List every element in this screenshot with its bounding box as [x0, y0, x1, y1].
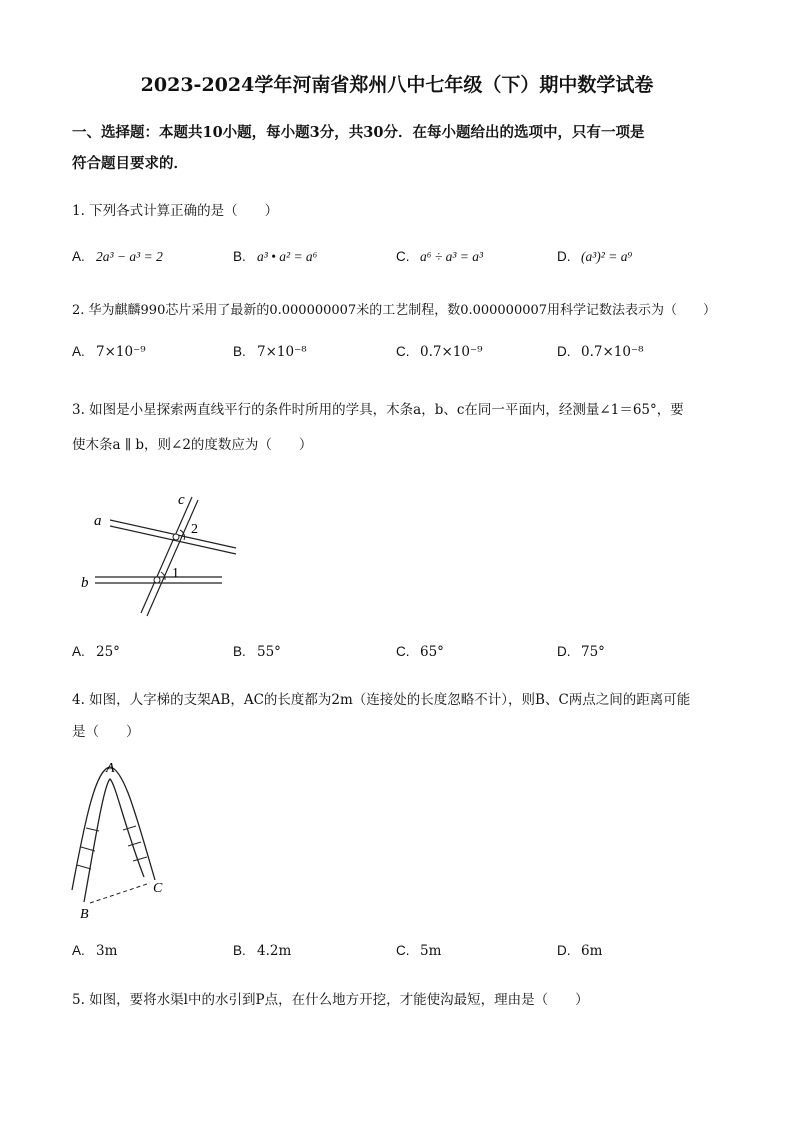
q4-option-b	[233, 943, 291, 959]
option-text: 0.7×10⁻⁹	[420, 344, 483, 360]
page-title: 2023-2024学年河南省郑州八中七年级（下）期中数学试卷	[140, 74, 654, 96]
joint-bottom	[154, 577, 160, 583]
q2-option-d	[557, 344, 644, 360]
q1-option-c	[396, 249, 483, 265]
option-text: 25°	[96, 644, 120, 660]
option-text: a³ • a² = a⁶	[257, 249, 318, 264]
question-3-line1: 3. 如图是小星探索两直线平行的条件时所用的学具，木条a，b、c在同一平面内，经测量∠1＝65°，要	[72, 402, 684, 418]
ladder-inner	[84, 779, 144, 902]
option-label: D.	[557, 344, 571, 359]
q4-option-a	[72, 943, 117, 959]
option-text: 4.2m	[257, 943, 292, 959]
label-B: B	[80, 907, 89, 922]
q1-option-d	[557, 249, 632, 265]
option-label: C.	[396, 943, 410, 958]
option-label: B.	[233, 249, 246, 264]
rung	[123, 826, 136, 830]
rung	[77, 865, 91, 869]
section-heading-line1: 一、选择题：本题共10小题，每小题3分，共30分．在每小题给出的选项中，只有一项是	[72, 124, 645, 141]
section-heading-line2: 符合题目要求的．	[72, 155, 188, 172]
option-text: 5m	[420, 943, 442, 959]
question-4-line1: 4. 如图，人字梯的支架AB，AC的长度都为2m（连接处的长度忽略不计），则B、C两点之间的距离可能	[72, 692, 691, 708]
q3-option-c	[396, 644, 444, 660]
option-text: 7×10⁻⁹	[96, 344, 146, 360]
segment-bc	[90, 883, 150, 903]
option-label: D.	[557, 249, 571, 264]
rung	[128, 842, 141, 846]
question-4-line2: 是（ ）	[72, 724, 140, 740]
option-label: D.	[557, 644, 571, 659]
option-text: 2a³ − a³ = 2	[96, 249, 163, 264]
stick-c	[141, 497, 198, 616]
option-label: D.	[557, 943, 571, 958]
q4-option-d	[557, 943, 602, 959]
joint-top	[173, 534, 179, 540]
q3-parallel-lines-figure	[70, 485, 250, 620]
q2-option-a	[72, 344, 146, 360]
question-1-stem: 1. 下列各式计算正确的是（ ）	[72, 203, 279, 219]
option-label: A.	[72, 344, 85, 359]
option-label: C.	[396, 249, 410, 264]
label-c: c	[178, 492, 185, 508]
label-A: A	[106, 761, 115, 776]
q3-option-d	[557, 644, 605, 660]
label-C: C	[153, 881, 163, 896]
option-label: C.	[396, 644, 410, 659]
option-label: B.	[233, 644, 246, 659]
q4-ladder-figure	[66, 755, 176, 925]
option-text: 75°	[581, 644, 605, 660]
q4-option-c	[396, 943, 441, 959]
option-label: A.	[72, 249, 85, 264]
q2-option-c	[396, 344, 483, 360]
option-text: (a³)² = a⁹	[581, 249, 633, 264]
q3-option-b	[233, 644, 281, 660]
question-2-stem: 2. 华为麒麟990芯片采用了最新的0.000000007米的工艺制程，数0.000000007用科学记数法表示为（ ）	[72, 303, 717, 318]
q2-option-b	[233, 344, 307, 360]
question-3-line2: 使木条a ∥ b，则∠2的度数应为（ ）	[72, 437, 313, 453]
option-text: 6m	[581, 943, 603, 959]
option-text: 7×10⁻⁸	[257, 344, 307, 360]
option-text: 3m	[96, 943, 118, 959]
label-a: a	[94, 513, 102, 529]
q1-option-a	[72, 249, 163, 265]
label-angle-2: 2	[191, 522, 198, 537]
option-label: A.	[72, 943, 85, 958]
q3-option-a	[72, 644, 120, 660]
rung	[133, 857, 147, 861]
question-5-stem: 5. 如图，要将水渠l中的水引到P点，在什么地方开挖，才能使沟最短，理由是（ ）	[72, 992, 589, 1008]
q1-option-b	[233, 249, 317, 265]
option-text: 55°	[257, 644, 281, 660]
option-label: B.	[233, 943, 246, 958]
option-text: 65°	[420, 644, 444, 660]
option-label: C.	[396, 344, 410, 359]
option-text: 0.7×10⁻⁸	[581, 344, 644, 360]
option-text: a⁶ ÷ a³ = a³	[420, 249, 484, 264]
option-label: B.	[233, 344, 246, 359]
option-label: A.	[72, 644, 85, 659]
label-b: b	[81, 575, 89, 591]
label-angle-1: 1	[172, 566, 179, 581]
